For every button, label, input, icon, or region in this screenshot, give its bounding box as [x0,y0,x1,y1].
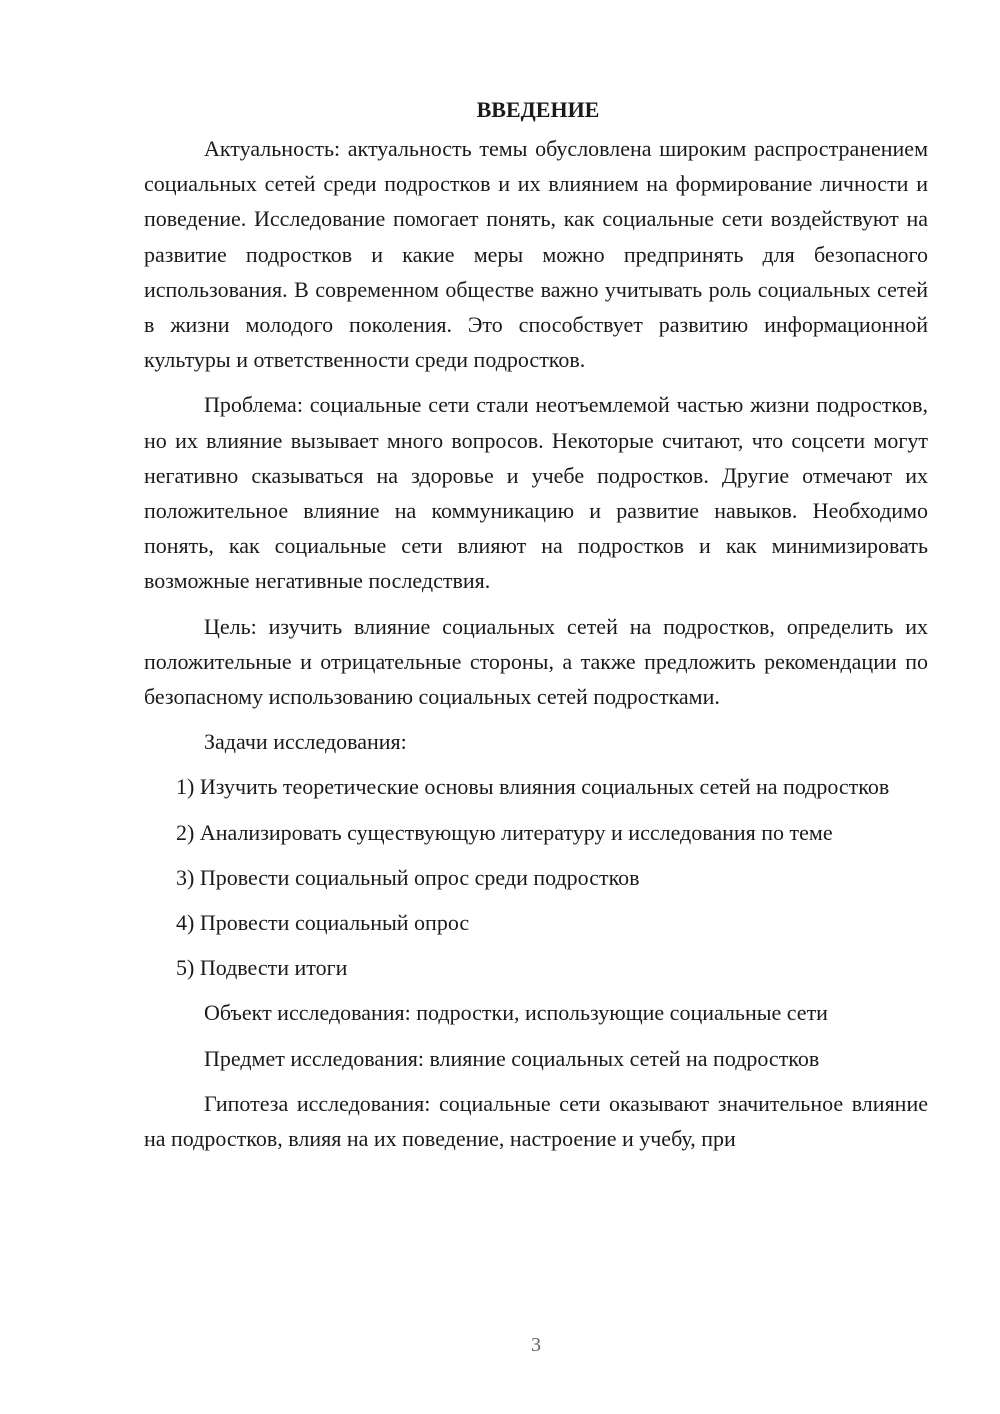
paragraph-relevance: Актуальность: актуальность темы обусловлена широким распространением социальных сетей среди подростков и их влиянием на формирование личности и поведение. Исследование помогает понять, как социальные сети воздействуют на развитие подростков и какие меры можно предпринять для безопасного использования. В современном обществе важно учитывать роль социальных сетей в жизни молодого поколения. Это способствует развитию информационной культуры и ответственности среди подростков. [144,136,928,373]
task-item-4: 4) Провести социальный опрос [176,910,470,936]
task-item-3: 3) Провести социальный опрос среди подростков [176,864,640,890]
paragraph-problem: Проблема: социальные сети стали неотъемлемой частью жизни подростков, но их влияние вызывает много вопросов. Некоторые считают, что соцсети могут негативно сказываться на здоровье и учебе подростков. Другие отмечают их положительное влияние на коммуникацию и развитие навыков. Необходимо понять, как социальные сети влияют на подростков и как минимизировать возможные негативные последствия. [144,392,928,594]
research-subject: Предмет исследования: влияние социальных сетей на подростков [204,1045,820,1071]
page-number: 3 [531,1334,541,1356]
task-item-5: 5) Подвести итоги [176,955,348,981]
tasks-heading: Задачи исследования: [204,729,407,755]
paragraph-goal: Цель: изучить влияние социальных сетей на подростков, определить их положительные и отрицательные стороны, а также предложить рекомендации по безопасному использованию социальных сетей подростками. [144,613,928,710]
section-title: ВВЕДЕНИЕ [476,97,600,122]
task-item-1: 1) Изучить теоретические основы влияния социальных сетей на подростков [176,774,890,800]
document-page [144,92,928,1166]
task-item-2: 2) Анализировать существующую литературу и исследования по теме [176,819,833,845]
research-object: Объект исследования: подростки, использующие социальные сети [204,1000,828,1026]
research-hypothesis: Гипотеза исследования: социальные сети оказывают значительное влияние на подростков, влияя на их поведение, настроение и учебу, при [144,1090,928,1152]
